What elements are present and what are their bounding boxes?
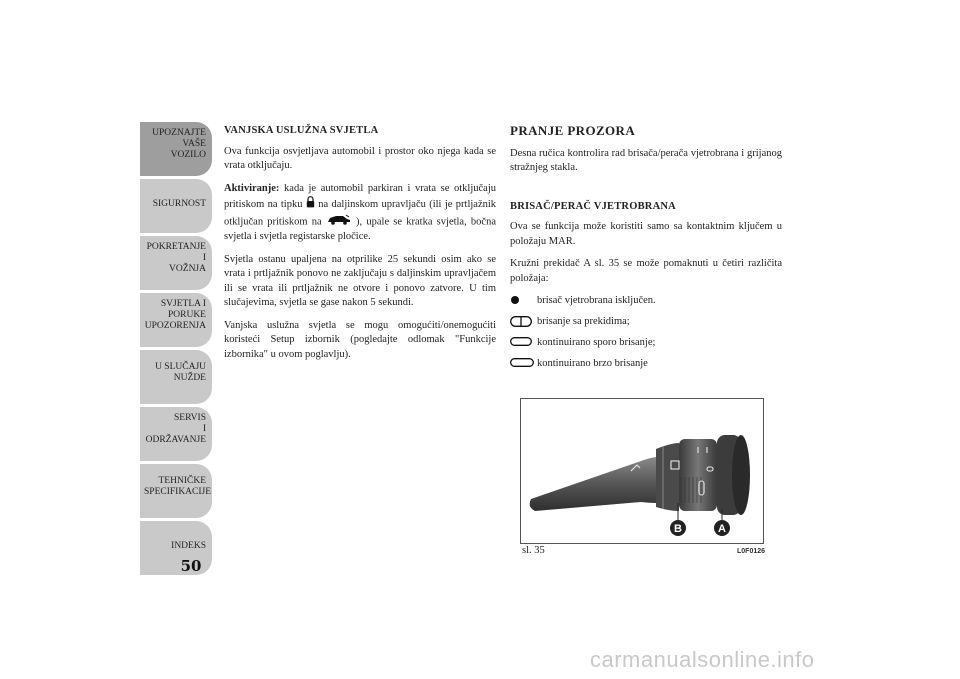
list-item-text: kontinuirano sporo brisanje; (537, 337, 656, 348)
tab-label-line: I (202, 424, 206, 434)
list-item (510, 357, 782, 378)
tab-label-line: VAŠE (182, 139, 206, 149)
paragraph: Ova funkcija osvjetljava automobil i prostor oko njega kada se vrata otključaju. (224, 145, 496, 171)
list-item (510, 294, 782, 315)
list-item (510, 336, 782, 357)
fast-icon (510, 358, 534, 372)
list-item (510, 315, 782, 336)
tab-label-line: POKRETANJE (146, 242, 206, 252)
wiper-positions-list (510, 294, 782, 378)
activation-text-b: na daljinskom upravljaču (ili je prtljažnik otključan pritiskom na (224, 199, 497, 228)
left-column (224, 124, 496, 370)
tab-label-line: SVJETLA I (160, 299, 206, 309)
tab-label-line: TEHNIČKE (158, 476, 206, 486)
tab-label-line: ODRŽAVANJE (145, 435, 206, 445)
paragraph: Ova se funkcija može koristiti samo sa kontaktnim ključem u položaju MAR. (510, 221, 782, 247)
padlock-icon (306, 196, 315, 214)
tab-svjetla-i-poruke[interactable] (140, 293, 212, 347)
tab-label-line: SIGURNOST (152, 199, 206, 209)
wiper-stalk-illustration (521, 399, 763, 543)
tab-label-line: VOZILO (170, 150, 206, 160)
paragraph: Vanjska uslužna svjetla se mogu omogućiti/onemogućiti koristeći Setup izbornik (pogledajte odlomak "Funkcije izbornika" u ovom poglavlju). (224, 319, 496, 360)
tab-pokretanje-i-voznja[interactable] (140, 236, 212, 290)
tab-u-slucaju-nuzde[interactable] (140, 350, 212, 404)
section-heading: PRANJE PROZORA (510, 123, 636, 138)
tab-upoznajte-vase-vozilo[interactable] (140, 122, 212, 176)
figure-caption: sl. 35 (522, 545, 545, 556)
dot-icon (510, 295, 520, 310)
wiper-stalk-figure (520, 398, 764, 544)
tab-label-line: INDEKS (171, 541, 206, 551)
list-item-text: kontinuirano brzo brisanje (537, 358, 648, 369)
tab-tehnicke-specifikacije[interactable] (140, 464, 212, 518)
tab-label-line: SPECIFIKACIJE (144, 487, 212, 497)
watermark: carmanualsonline.info (590, 647, 815, 672)
paragraph: Kružni prekidač A sl. 35 se može pomaknuti u četiri različita položaja: (510, 258, 782, 284)
page-number: 50 (180, 557, 202, 575)
car-trunk-icon (326, 214, 352, 231)
figure-label-b: B (674, 523, 682, 535)
intermittent-icon (510, 316, 532, 332)
chapter-sidebar (140, 122, 212, 578)
tab-servis-i-odrzavanje[interactable] (140, 407, 212, 461)
tab-label-line: UPOZNAJTE (152, 128, 206, 138)
figure-code: L0F0126 (737, 548, 766, 555)
tab-label-line: PORUKE (167, 310, 206, 320)
tab-label-line: SERVIS (174, 413, 206, 423)
subsection-heading: BRISAČ/PERAČ VJETROBRANA (510, 200, 676, 212)
section-heading: VANJSKA USLUŽNA SVJETLA (224, 125, 379, 136)
list-item-text: brisač vjetrobrana isključen. (537, 295, 656, 306)
tab-label-line: I (202, 253, 206, 263)
paragraph: Svjetla ostanu upaljena na otprilike 25 sekundi osim ako se vrata i prtljažnik ponovo ne zaključaju s daljinskim upravljačem ili se vrata ili prtljažnik ne otvore i ponovo zatvore. U tim slučajevima, svjetla se gase nakon 5 sekundi. (224, 253, 496, 308)
tab-label-line: UPOZORENJA (144, 321, 206, 331)
activation-label: Aktiviranje: (224, 182, 280, 194)
right-column (510, 124, 782, 378)
tab-label-line: NUŽDE (173, 373, 206, 383)
tab-sigurnost[interactable] (140, 179, 212, 233)
figure-label-a: A (718, 523, 726, 535)
slow-icon (510, 337, 532, 351)
activation-text-a: kada je automobil parkiran i vrata se otključaju pritiskom na tipku (224, 182, 496, 211)
activation-paragraph (224, 182, 496, 245)
tab-label-line: VOŽNJA (169, 264, 206, 274)
paragraph: Desna ručica kontrolira rad brisača/perača vjetrobrana i grijanog stražnjeg stakla. (510, 147, 782, 173)
tab-label-line: U SLUČAJU (155, 362, 206, 372)
activation-text-c: ), upale se kratka svjetla, bočna svjetla i svjetla registarske pločice. (224, 216, 496, 242)
list-item-text: brisanje sa prekidima; (537, 316, 630, 327)
